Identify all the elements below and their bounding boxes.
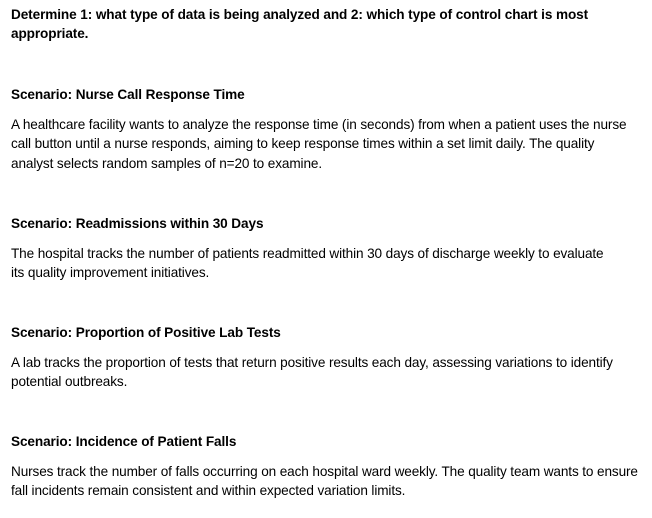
scenario-description-nurse-call: A healthcare facility wants to analyze the response time (in seconds) from when a patient uses the nurse call button until a nurse responds, aiming to keep response times within a set limit daily. The quality analyst selects random samples of n=20 to examine. xyxy=(11,117,627,171)
scenario-description-readmissions: The hospital tracks the number of patients readmitted within 30 days of discharge weekly to evaluate its quality improvement initiatives. xyxy=(11,246,604,281)
scenario-title-readmissions: Scenario: Readmissions within 30 Days xyxy=(11,216,264,231)
scenario-description-patient-falls: Nurses track the number of falls occurring on each hospital ward weekly. The quality team wants to ensure fall incidents remain consistent and within expected variation limits. xyxy=(11,464,638,499)
scenario-title-patient-falls: Scenario: Incidence of Patient Falls xyxy=(11,434,237,449)
instructions-heading: Determine 1: what type of data is being analyzed and 2: which type of control chart is most appropriate. xyxy=(11,7,589,42)
scenario-description-positive-lab-tests: A lab tracks the proportion of tests that return positive results each day, assessing variations to identify potential outbreaks. xyxy=(11,355,613,390)
scenario-title-nurse-call: Scenario: Nurse Call Response Time xyxy=(11,87,245,102)
scenario-title-positive-lab-tests: Scenario: Proportion of Positive Lab Tests xyxy=(11,325,281,340)
